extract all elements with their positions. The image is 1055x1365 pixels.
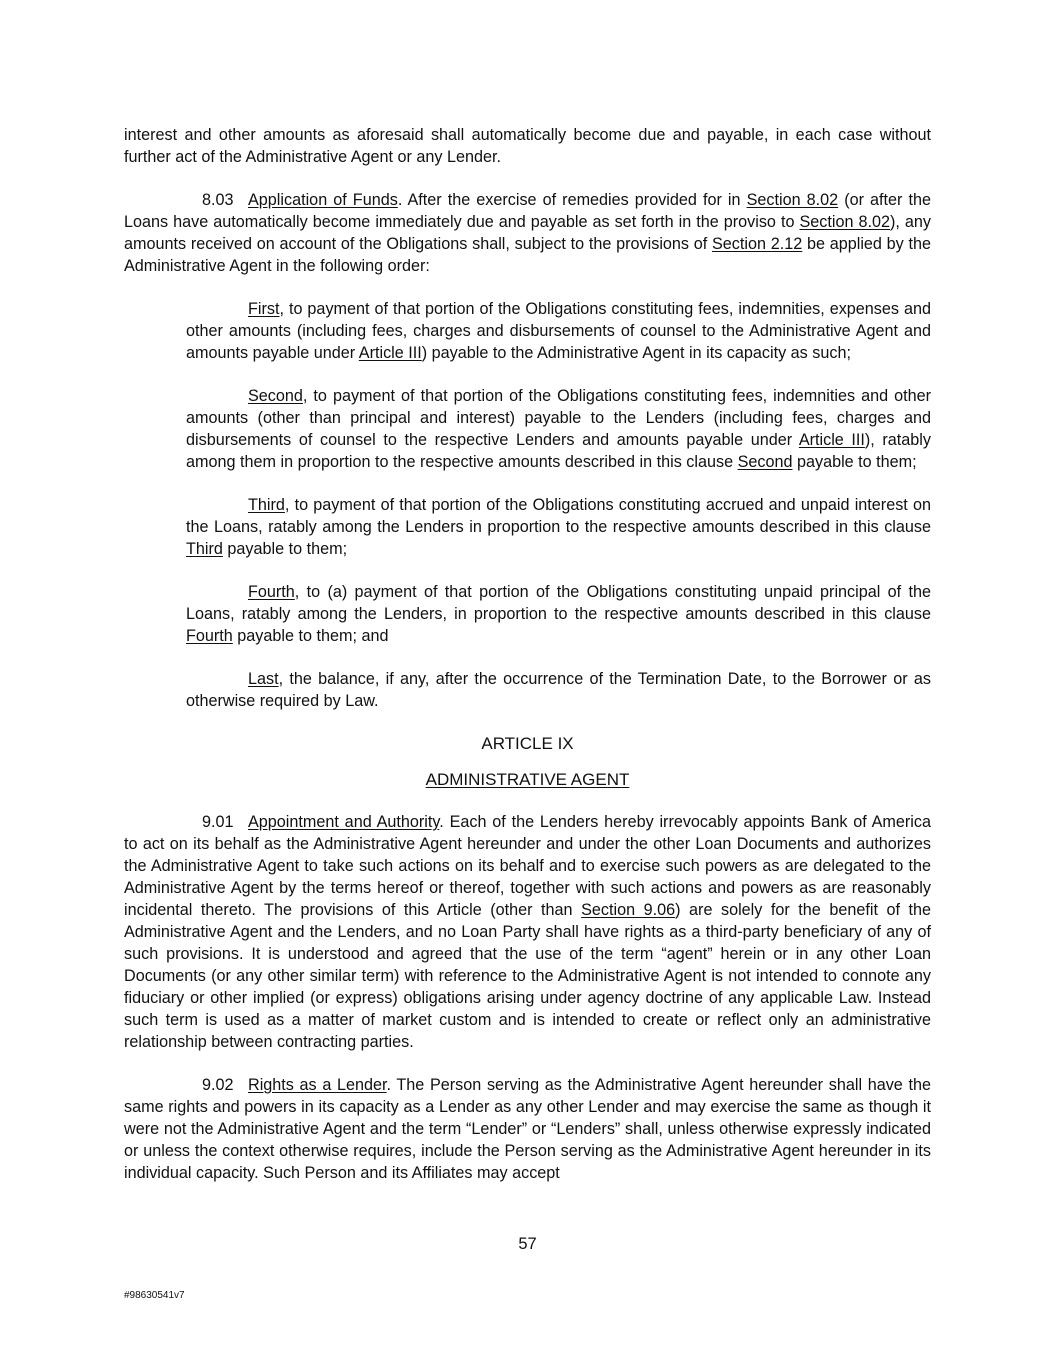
cross-reference: Section 2.12 bbox=[712, 235, 803, 253]
clause-second: Second, to payment of that portion of the Obligations constituting fees, indemnities and other amounts (other than principal and interest) payable to the Lenders (including fees, charges and disbursements of counsel to the respective Lenders and amounts payable under Article III), ratably among them in proportion to the respective amounts described in this clause Second payable to them; bbox=[186, 387, 931, 471]
document-id: #98630541v7 bbox=[124, 1290, 185, 1301]
clause-label: First bbox=[248, 300, 280, 318]
section-number: 9.01 bbox=[202, 813, 234, 831]
section-heading: Application of Funds bbox=[248, 191, 398, 209]
cross-reference: Fourth bbox=[186, 627, 233, 645]
clause-label: Fourth bbox=[248, 583, 295, 601]
clause-third: Third, to payment of that portion of the Obligations constituting accrued and unpaid interest on the Loans, ratably among the Lenders in proportion to the respective amounts described in this clause Third payable to them; bbox=[186, 496, 931, 558]
cross-reference: Article III bbox=[798, 431, 865, 449]
section-9-01: 9.01 Appointment and Authority. Each of the Lenders hereby irrevocably appoints Bank of America to act on its behalf as the Administrative Agent hereunder and under the other Loan Documents and authorizes the Administrative Agent to take such actions on its behalf and to exercise such powers as are delegated to the Administrative Agent by the terms hereof or thereof, together with such actions and powers as are reasonably incidental thereto. The provisions of this Article (other than Section 9.06) are solely for the benefit of the Administrative Agent and the Lenders, and no Loan Party shall have rights as a third-party beneficiary of any of such provisions. It is understood and agreed that the use of the term “agent” herein or in any other Loan Documents (or any other similar term) with reference to the Administrative Agent is not intended to connote any fiduciary or other implied (or express) obligations arising under agency doctrine of any applicable Law. Instead such term is used as a matter of market custom and is intended to create or reflect only an administrative relationship between contracting parties. bbox=[124, 813, 931, 1051]
section-number: 9.02 bbox=[202, 1076, 234, 1094]
section-heading: Rights as a Lender bbox=[248, 1076, 387, 1094]
section-number: 8.03 bbox=[202, 191, 234, 209]
section-9-02: 9.02 Rights as a Lender. The Person serving as the Administrative Agent hereunder shall have the same rights and powers in its capacity as a Lender as any other Lender and may exercise the same as though it were not the Administrative Agent and the term “Lender” or “Lenders” shall, unless otherwise expressly indicated or unless the context otherwise requires, include the Person serving as the Administrative Agent hereunder in its individual capacity. Such Person and its Affiliates may accept bbox=[124, 1076, 931, 1182]
clause-label: Second bbox=[248, 387, 303, 405]
continuation-paragraph: interest and other amounts as aforesaid shall automatically become due and payable, in each case without further act of the Administrative Agent or any Lender. bbox=[124, 126, 931, 166]
clause-first: First, to payment of that portion of the Obligations constituting fees, indemnities, expenses and other amounts (including fees, charges and disbursements of counsel to the Administrative Agent and amounts payable under Article III) payable to the Administrative Agent in its capacity as such; bbox=[186, 300, 931, 362]
article-number: ARTICLE IX bbox=[481, 734, 574, 753]
clause-label: Third bbox=[248, 496, 285, 514]
clause-last: Last, the balance, if any, after the occurrence of the Termination Date, to the Borrower or as otherwise required by Law. bbox=[186, 670, 931, 710]
document-body bbox=[124, 124, 931, 1205]
cross-reference: Third bbox=[186, 540, 223, 558]
cross-reference: Article III bbox=[358, 344, 422, 362]
article-title: ADMINISTRATIVE AGENT bbox=[425, 770, 630, 789]
cross-reference: Section 8.02 bbox=[799, 213, 890, 231]
page-number: 57 bbox=[518, 1235, 537, 1253]
section-heading: Appointment and Authority bbox=[248, 813, 440, 831]
cross-reference: Section 9.06 bbox=[581, 901, 676, 919]
clause-label: Last bbox=[248, 670, 279, 688]
cross-reference: Section 8.02 bbox=[746, 191, 839, 209]
cross-reference: Second bbox=[737, 453, 793, 471]
clause-fourth: Fourth, to (a) payment of that portion of the Obligations constituting unpaid principal of the Loans, ratably among the Lenders, in proportion to the respective amounts described in this clause Fourth payable to them; and bbox=[186, 583, 931, 645]
section-8-03: 8.03 Application of Funds. After the exercise of remedies provided for in Section 8.02 (or after the Loans have automatically become immediately due and payable as set forth in the proviso to Section 8.02), any amounts received on account of the Obligations shall, subject to the provisions of Section 2.12 be applied by the Administrative Agent in the following order: bbox=[124, 191, 931, 275]
